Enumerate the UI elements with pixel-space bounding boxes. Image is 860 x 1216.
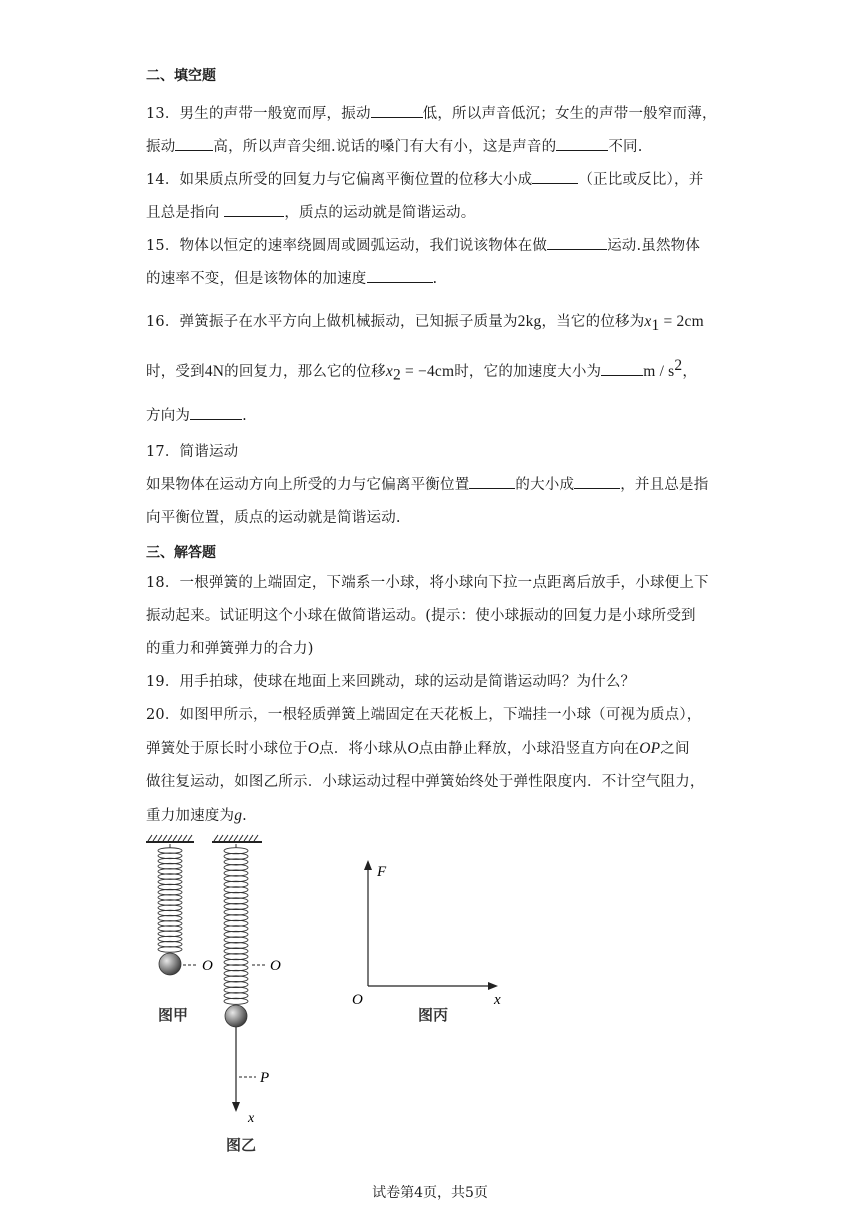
- q16-text-1a: 16．弹簧振子在水平方向上做机械振动，已知振子质量为: [146, 314, 518, 330]
- page-content: [146, 66, 720, 833]
- figure-springs: [140, 832, 540, 1166]
- q13-blank-2: [175, 136, 213, 151]
- q15-blank-2: [367, 268, 433, 283]
- question-18: [146, 567, 720, 666]
- section-heading-fill-in: 二、填空题: [146, 68, 216, 84]
- q13-line-2: [146, 131, 720, 164]
- q20-text-2c: 点由静止释放，小球沿竖直方向在: [418, 740, 640, 757]
- question-15: [146, 230, 720, 296]
- q20-line-4: [146, 799, 720, 833]
- q17-text-1b: 的大小成: [515, 476, 575, 493]
- question-14: [146, 164, 720, 230]
- q15-text-1b: 运动.虽然物体: [607, 238, 701, 254]
- question-16: [146, 302, 720, 436]
- jia-ceiling-hatch: [148, 835, 192, 841]
- q13-text-2a: 振动: [146, 139, 176, 155]
- bing-caption: 图丙: [418, 1006, 449, 1024]
- q15-text-2b: .: [432, 271, 438, 287]
- q20-text-4a: 重力加速度为: [146, 807, 235, 824]
- q17-text-1c: ，并且总是指: [620, 476, 709, 493]
- q16-unit-sup: 2: [674, 356, 683, 374]
- q20-text-4b: .: [242, 807, 247, 824]
- q18-line-2: 振动起来。试证明这个小球在做简谐运动。(提示：使小球振动的回复力是小球所受到: [146, 607, 696, 624]
- q20-text-2a: 弹簧处于原长时小球位于: [146, 740, 308, 757]
- q20-line-2: [146, 732, 720, 766]
- q16-line-3: [146, 396, 720, 436]
- q15-blank-1: [547, 235, 607, 250]
- q17-blank-2: [574, 474, 620, 489]
- figure-yi: [212, 835, 281, 1154]
- q16-line-1: [146, 302, 720, 346]
- q15-text-2a: 的速率不变，但是该物体的加速度: [146, 271, 367, 287]
- q16-x1-val: = 2cm: [659, 313, 704, 330]
- jia-caption: 图甲: [158, 1006, 189, 1024]
- bing-label-origin: O: [352, 992, 363, 1008]
- q16-text-2b: 的回复力，那么它的位移: [224, 363, 386, 380]
- q16-mass: 2kg: [517, 313, 542, 330]
- q16-text-2d: ，: [682, 363, 698, 380]
- bing-F-arrowhead: [364, 860, 372, 870]
- q20-text-2d: 之间: [660, 740, 690, 757]
- q16-x1-sub: 1: [651, 316, 660, 334]
- q20-line-3: 做往复运动，如图乙所示．小球运动过程中弹簧始终处于弹性限度内．不计空气阻力，: [146, 773, 705, 790]
- q14-blank-1: [532, 169, 578, 184]
- q16-x2-sub: 2: [392, 366, 401, 384]
- q16-text-2c: 时，它的加速度大小为: [454, 363, 602, 380]
- q16-text-1b: ，当它的位移为: [541, 314, 645, 330]
- q15-line-1: [146, 230, 720, 263]
- q14-line-1: [146, 164, 720, 197]
- q13-text-1b: 低，所以声音低沉；女生的声带一般窄而薄，: [422, 106, 717, 122]
- q20-OP: OP: [639, 739, 661, 757]
- q19-line-1: 19．用手拍球，使球在地面上来回跳动，球的运动是简谐运动吗？为什么？: [146, 673, 636, 690]
- q13-blank-3: [556, 136, 608, 151]
- page-footer: 试卷第4页，共5页: [372, 1185, 488, 1201]
- q18-line-1: 18．一根弹簧的上端固定，下端系一小球，将小球向下拉一点距离后放手，小球便上下: [146, 574, 709, 591]
- q16-line-2: [146, 346, 720, 396]
- jia-ball: [159, 953, 181, 975]
- bing-label-F: F: [377, 864, 387, 880]
- yi-label-x: x: [248, 1111, 255, 1126]
- q13-blank-1: [371, 103, 423, 118]
- q20-O-1: O: [307, 739, 320, 757]
- q14-text-2a: 且总是指向: [146, 205, 220, 221]
- figure-svg: [140, 832, 540, 1162]
- q20-text-2b: 点．将小球从: [319, 740, 408, 757]
- jia-label-O: O: [202, 958, 213, 974]
- q13-line-1: [146, 98, 720, 131]
- q14-text-1a: 14．如果质点所受的回复力与它偏离平衡位置的位移大小成: [146, 172, 533, 188]
- yi-spring: [224, 844, 248, 1004]
- bing-label-x: x: [494, 992, 501, 1008]
- yi-label-O: O: [270, 958, 281, 974]
- q16-text-2a: 时，受到: [146, 363, 205, 380]
- question-20: [146, 699, 720, 833]
- figure-jia: [146, 835, 213, 1024]
- q13-text-2c: 不同.: [608, 139, 643, 155]
- q17-text-1a: 如果物体在运动方向上所受的力与它偏离平衡位置: [146, 476, 470, 493]
- q16-x2-var: x: [385, 362, 393, 380]
- q13-text-2b: 高，所以声音尖细.说话的嗓门有大有小，这是声音的: [213, 139, 557, 155]
- q14-blank-2: [224, 202, 284, 217]
- section-heading-answer: 三、解答题: [146, 544, 216, 561]
- yi-label-P: P: [260, 1070, 270, 1086]
- q15-text-1a: 15．物体以恒定的速率绕圆周或圆弧运动，我们说该物体在做: [146, 238, 548, 254]
- yi-caption: 图乙: [226, 1136, 257, 1154]
- q17-line-2: 向平衡位置，质点的运动就是简谐运动.: [146, 509, 401, 526]
- q16-text-3a: 方向为: [146, 407, 191, 424]
- q20-line-1: 20．如图甲所示，一根轻质弹簧上端固定在天花板上，下端挂一小球（可视为质点），: [146, 706, 702, 723]
- q16-force: 4N: [204, 362, 225, 380]
- yi-ball: [225, 1005, 247, 1027]
- question-13: [146, 98, 720, 164]
- q15-line-2: [146, 263, 720, 296]
- q20-O-2: O: [407, 739, 419, 757]
- figure-bing: [352, 860, 501, 1024]
- jia-spring: [158, 844, 182, 952]
- q16-x2-val: = −4cm: [400, 362, 455, 380]
- yi-ceiling-hatch: [214, 835, 258, 841]
- q13-text-1a: 13．男生的声带一般宽而厚，振动: [146, 106, 371, 122]
- question-19: [146, 666, 720, 699]
- q14-text-2b: ，质点的运动就是简谐运动。: [284, 205, 476, 221]
- yi-x-arrowhead: [232, 1102, 240, 1112]
- q16-x1-var: x: [644, 313, 652, 330]
- q14-line-2: [146, 197, 720, 230]
- q17-line-1: [146, 469, 720, 502]
- question-17: [146, 436, 720, 535]
- q17-title: 17．简谐运动: [146, 443, 239, 460]
- q16-blank-2: [190, 405, 242, 420]
- bing-x-arrowhead: [488, 982, 498, 990]
- q16-blank-1: [601, 361, 643, 376]
- q16-text-3b: .: [242, 407, 247, 424]
- q20-g: g: [234, 806, 243, 824]
- q18-line-3: 的重力和弹簧弹力的合力): [146, 640, 314, 657]
- q14-text-1b: （正比或反比），并: [578, 172, 704, 188]
- q17-blank-1: [469, 474, 515, 489]
- q16-unit: m / s: [643, 362, 675, 380]
